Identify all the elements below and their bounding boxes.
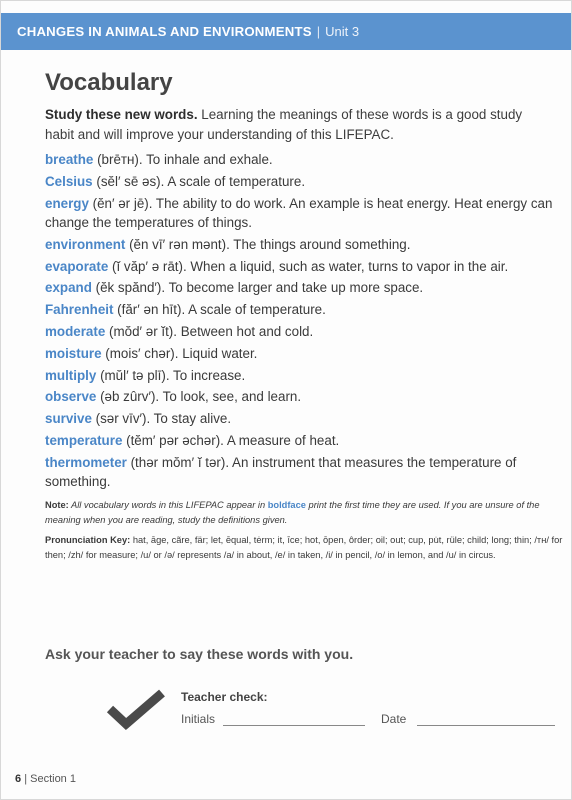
pronunciation-label: Pronunciation Key:	[45, 535, 131, 545]
vocab-item	[45, 278, 555, 298]
pronunciation-text: hat, āge, cãre, fär; let, ēqual, tėrm; it, īce; hot, ōpen, ôrder; oil; out; cup, pu̇t, rüle; child; long; thin; /ᴛʜ/ for then; /zh/ for measure; /u/ or /ə/ represents /a/ in about, /e/ in taken, /i/ in pencil, /o/ in lemon, and /u/ in circus.	[45, 535, 563, 560]
unit-header-bar	[1, 13, 571, 50]
vocab-definition: (mois′ chər). Liquid water.	[101, 345, 258, 361]
vocab-item	[45, 172, 555, 192]
note-text-before: All vocabulary words in this LIFEPAC appear in	[68, 500, 268, 510]
page-title: Vocabulary	[45, 69, 173, 96]
ask-teacher-instruction: Ask your teacher to say these words with you.	[45, 646, 354, 662]
vocab-item	[45, 150, 555, 170]
vocab-item	[45, 344, 555, 364]
vocab-item	[45, 366, 555, 386]
vocab-term: evaporate	[45, 258, 109, 274]
vocab-term: Celsius	[45, 173, 93, 189]
vocab-item	[45, 235, 555, 255]
vocab-item	[45, 300, 555, 320]
vocab-item	[45, 387, 555, 407]
vocab-definition: (ĕk spănd′). To become larger and take up more space.	[91, 280, 424, 296]
vocab-term: moderate	[45, 324, 106, 340]
initials-label: Initials	[181, 712, 216, 726]
vocab-item	[45, 453, 555, 492]
unit-title: CHANGES IN ANIMALS AND ENVIRONMENTS	[17, 24, 312, 39]
vocab-term: environment	[45, 236, 126, 252]
vocab-definition: (brēᴛʜ). To inhale and exhale.	[93, 152, 273, 167]
section-label: Section 1	[30, 773, 76, 785]
vocab-term: temperature	[45, 433, 123, 449]
header-separator: |	[316, 24, 321, 39]
teacher-check-label: Teacher check:	[181, 690, 268, 704]
note-label: Note:	[45, 500, 69, 510]
vocab-term: breathe	[45, 152, 94, 167]
vocab-term: survive	[45, 411, 92, 427]
note-boldface-word: boldface	[267, 500, 306, 510]
note-text-after: print the first time they are used. If you are unsure of the meaning when you are reading, study the definitions given.	[45, 500, 540, 525]
intro-lead: Study these new words.	[45, 107, 198, 122]
vocab-item	[45, 431, 555, 451]
vocab-definition: (sĕl′ sē əs). A scale of temperature.	[92, 173, 306, 189]
date-label: Date	[381, 712, 407, 726]
unit-number: Unit 3	[325, 24, 360, 39]
date-line[interactable]	[417, 725, 555, 726]
pronunciation-key	[45, 533, 563, 563]
vocab-term: Fahrenheit	[45, 302, 114, 318]
vocab-definition: (ĕn′ ər jē). The ability to do work. An example is heat energy. Heat energy can change the temperatures of things.	[45, 195, 553, 231]
vocab-term: thermometer	[45, 454, 127, 470]
vocab-term: observe	[45, 389, 97, 405]
vocab-term: energy	[45, 195, 89, 211]
vocab-definition: (mŏd′ ər ĭt). Between hot and cold.	[105, 324, 314, 340]
vocab-term: multiply	[45, 367, 97, 383]
vocab-definition: (sər vīv′). To stay alive.	[91, 411, 232, 427]
vocab-definition: (tĕm′ pər əchər). A measure of heat.	[122, 433, 340, 449]
vocabulary-note	[45, 498, 560, 528]
checkmark-icon	[105, 687, 167, 731]
vocab-definition: (făr′ ən hīt). A scale of temperature.	[113, 302, 326, 318]
vocab-term: expand	[45, 280, 92, 296]
vocab-term: moisture	[45, 345, 102, 361]
vocab-item	[45, 257, 555, 277]
page-number: 6	[15, 773, 22, 785]
vocab-item	[45, 194, 555, 233]
vocab-item	[45, 409, 555, 429]
vocab-definition: (əb zûrv′). To look, see, and learn.	[96, 389, 302, 405]
vocabulary-list	[45, 150, 555, 494]
vocab-definition: (thər mŏm′ ĭ tər). An instrument that measures the temperature of something.	[45, 454, 517, 490]
vocab-item	[45, 322, 555, 342]
page-footer	[15, 773, 76, 785]
initials-line[interactable]	[223, 725, 365, 726]
footer-separator: |	[24, 773, 28, 785]
intro-paragraph	[45, 105, 545, 145]
vocab-definition: (ĕn vī′ rən mənt). The things around something.	[125, 236, 411, 252]
vocab-definition: (mŭl′ tə plī). To increase.	[96, 367, 246, 383]
intro-text: Learning the meanings of these words is a good study habit and will improve your understanding of this LIFEPAC.	[45, 107, 523, 142]
vocab-definition: (ĭ văp′ ə rāt). When a liquid, such as water, turns to vapor in the air.	[108, 258, 509, 274]
